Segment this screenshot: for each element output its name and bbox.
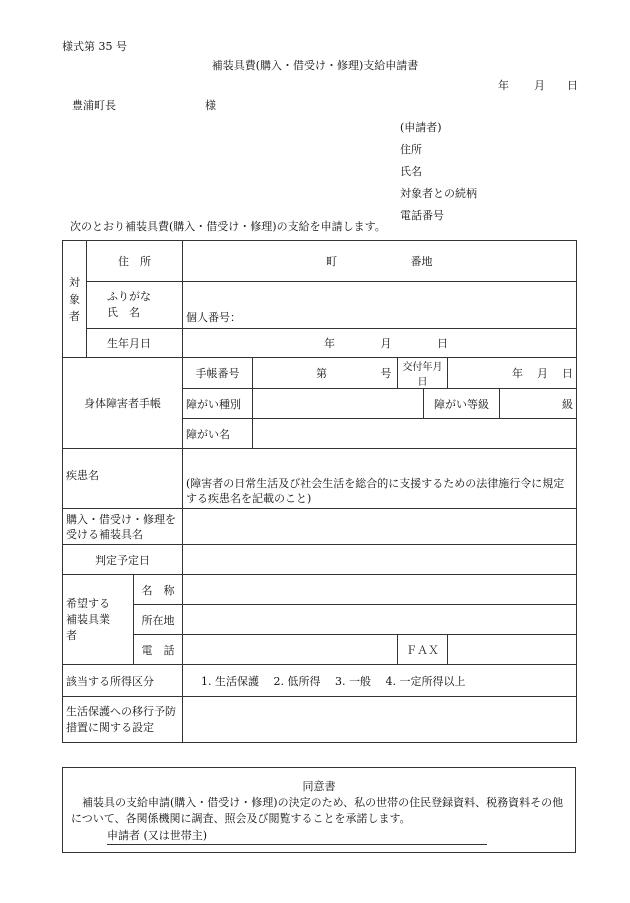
subject-label: 対象者 (63, 241, 87, 358)
applicant-relation-field[interactable]: 対象者との続柄 (400, 187, 477, 200)
applicant-name-field[interactable]: 氏名 (400, 165, 422, 178)
applicant-phone-field[interactable]: 電話番号 (400, 209, 444, 222)
judgment-label: 判定予定日 (63, 545, 183, 575)
handbook-label: 身体障害者手帳 (63, 358, 183, 449)
applicant-heading: (申請者) (400, 121, 442, 134)
application-table (62, 240, 577, 743)
handbook-number-field[interactable] (253, 358, 398, 389)
vendor-name-field[interactable] (183, 575, 577, 605)
addressee-mayor: 豊浦町長 (72, 99, 116, 112)
fax-field[interactable] (448, 635, 577, 665)
issue-year: 年 (512, 367, 523, 380)
vendor-name-label: 名 称 (134, 575, 183, 605)
issue-month: 月 (537, 367, 548, 380)
mynumber-label: 個人番号： (186, 311, 241, 324)
name-field[interactable] (183, 282, 577, 329)
disability-name-label: 障がい名 (183, 419, 253, 449)
disability-type-field[interactable] (253, 389, 424, 419)
birth-day: 日 (437, 337, 448, 350)
intro-text: 次のとおり補装具費(購入・借受け・修理)の支給を申請します。 (70, 220, 386, 233)
vendor-phone-field[interactable] (183, 635, 398, 665)
date-year: 年 (498, 79, 509, 92)
date-day: 日 (567, 79, 578, 92)
form-title: 補装具費(購入・借受け・修理)支給申請書 (211, 59, 419, 72)
birth-field[interactable] (183, 329, 577, 358)
grade-unit: 級 (562, 397, 573, 411)
name-label: 氏 名 (107, 306, 140, 319)
device-field[interactable] (183, 509, 577, 545)
name-label-cell (87, 282, 183, 329)
handbook-dai: 第 (316, 367, 327, 380)
date-month: 月 (534, 79, 545, 92)
consent-box (62, 767, 576, 853)
addressee-honorific: 様 (205, 99, 216, 112)
address-label: 住 所 (87, 241, 183, 282)
handbook-go: 号 (380, 367, 392, 380)
disease-note: (障害者の日常生活及び社会生活を総合的に支援するための法律施行令に規定する疾患名を記載のこと) (186, 477, 565, 505)
disease-label: 疾患名 (63, 449, 183, 509)
issue-date-label: 交付年月日 (398, 358, 448, 389)
issue-day: 日 (562, 367, 573, 380)
applicant-block (400, 117, 477, 227)
vendor-phone-label: 電 話 (134, 635, 183, 665)
birth-month: 月 (380, 337, 392, 350)
disability-name-field[interactable] (253, 419, 577, 449)
disease-field[interactable] (183, 449, 577, 509)
address-field[interactable] (183, 241, 577, 282)
disability-grade-label: 障がい等級 (424, 389, 500, 419)
furigana-label: ふりがな (107, 290, 151, 303)
consent-text: 補装具の支給申請(購入・借受け・修理)の決定のため、私の世帯の住民登録資料、税務資料その他について、各関係機関に調査、照会及び閲覧することを承諾します。 (71, 796, 564, 825)
banchi-label: 番地 (410, 255, 433, 268)
vendor-label: 希望する補装具業者 (63, 575, 134, 665)
disability-type-label: 障がい種別 (183, 389, 253, 419)
income-label: 該当する所得区分 (63, 665, 183, 697)
handbook-number-label: 手帳番号 (183, 358, 253, 389)
income-options[interactable]: 1. 生活保護 2. 低所得 3. 一般 4. 一定所得以上 (183, 665, 577, 697)
judgment-field[interactable] (183, 545, 577, 575)
transition-field[interactable] (183, 697, 577, 743)
vendor-location-field[interactable] (183, 605, 577, 635)
issue-date-field[interactable] (448, 358, 577, 389)
consent-signer-label: 申請者 (又は世帯主) (107, 829, 208, 842)
fax-label: ＦＡＸ (398, 635, 448, 665)
consent-title: 同意書 (302, 780, 336, 793)
birth-year: 年 (324, 337, 335, 350)
town-label: 町 (326, 255, 337, 268)
birth-label: 生年月日 (87, 329, 183, 358)
applicant-address-field[interactable]: 住所 (400, 143, 422, 156)
device-label: 購入・借受け・修理を受ける補装具名 (63, 509, 183, 545)
consent-signer-field[interactable] (107, 827, 487, 845)
transition-label: 生活保護への移行予防措置に関する設定 (63, 697, 183, 743)
form-number: 様式第 35 号 (62, 40, 127, 53)
disability-grade-field[interactable] (500, 389, 577, 419)
vendor-location-label: 所在地 (134, 605, 183, 635)
